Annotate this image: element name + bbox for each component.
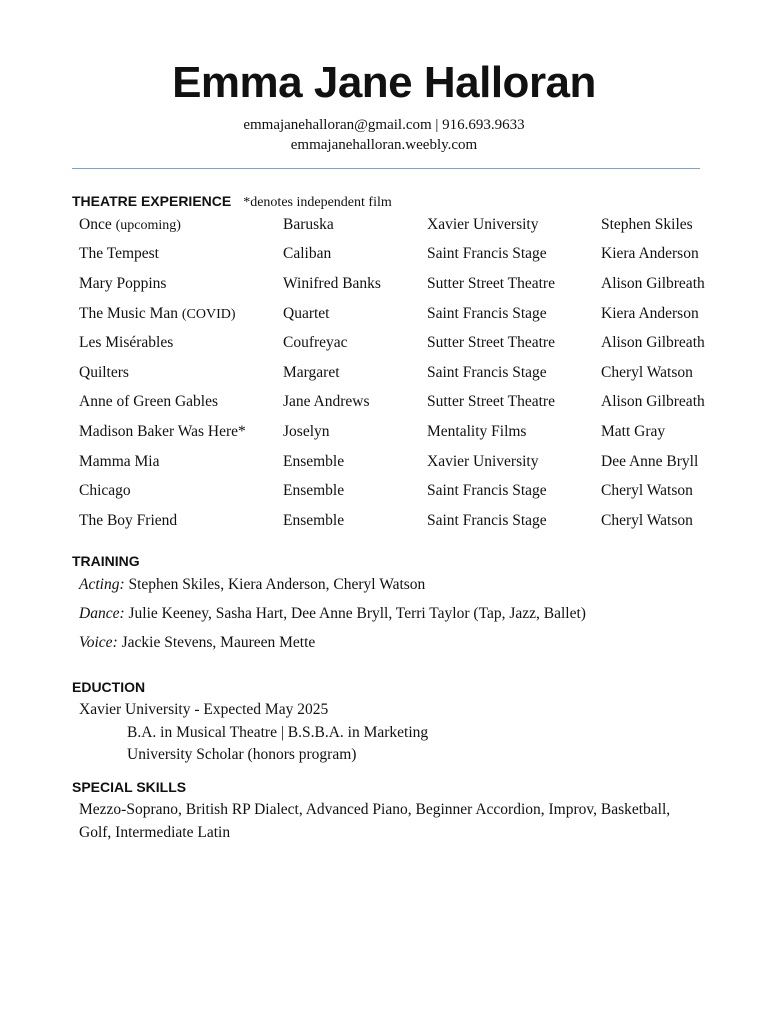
venue-cell: Xavier University — [427, 452, 539, 470]
experience-row — [79, 328, 711, 358]
education-school: Xavier University - Expected May 2025 — [79, 701, 329, 718]
venue-cell: Saint Francis Stage — [427, 363, 547, 381]
show-title: Mary Poppins — [79, 274, 167, 292]
experience-row — [79, 447, 711, 477]
skills-line-2: Golf, Intermediate Latin — [79, 824, 231, 841]
resume-name: Emma Jane Halloran — [172, 58, 596, 107]
show-note: (upcoming) — [115, 217, 181, 233]
show-title: Quilters — [79, 363, 129, 381]
independent-film-note: *denotes independent film — [243, 195, 392, 210]
role-cell: Jane Andrews — [283, 393, 370, 411]
director-cell: Cheryl Watson — [601, 482, 693, 500]
show-cell — [79, 269, 283, 299]
contact-line: emmajanehalloran@gmail.com | 916.693.9633 — [243, 117, 525, 133]
role-cell: Ensemble — [283, 452, 345, 470]
voice-teachers: Jackie Stevens, Maureen Mette — [121, 634, 316, 651]
training-heading: TRAINING — [72, 553, 140, 569]
show-title: The Music Man — [79, 304, 179, 322]
experience-row — [79, 476, 711, 506]
show-title: Les Misérables — [79, 334, 174, 352]
role-cell: Ensemble — [283, 511, 345, 529]
venue-cell: Xavier University — [427, 215, 539, 233]
show-cell — [79, 358, 283, 388]
show-cell — [79, 506, 283, 536]
experience-row — [79, 506, 711, 536]
education-degree: B.A. in Musical Theatre | B.S.B.A. in Marketing — [127, 724, 429, 741]
header-divider — [72, 168, 700, 169]
voice-label: Voice: — [79, 634, 118, 651]
acting-teachers: Stephen Skiles, Kiera Anderson, Cheryl Watson — [128, 576, 426, 593]
role-cell: Ensemble — [283, 482, 345, 500]
role-cell: Coufreyac — [283, 334, 348, 352]
experience-row — [79, 269, 711, 299]
venue-cell: Sutter Street Theatre — [427, 393, 555, 411]
show-title: Mamma Mia — [79, 452, 160, 470]
website-line: emmajanehalloran.weebly.com — [290, 137, 478, 153]
show-title: Madison Baker Was Here* — [79, 422, 246, 440]
theatre-heading — [72, 193, 392, 211]
experience-row — [79, 358, 711, 388]
venue-cell: Saint Francis Stage — [427, 304, 547, 322]
experience-row — [79, 210, 711, 240]
role-cell: Margaret — [283, 363, 340, 381]
skills-line-1: Mezzo-Soprano, British RP Dialect, Advanced Piano, Beginner Accordion, Improv, Basketball, — [79, 801, 671, 818]
director-cell: Cheryl Watson — [601, 363, 693, 381]
show-cell — [79, 328, 283, 358]
theatre-experience-table — [79, 210, 711, 536]
experience-row — [79, 299, 711, 329]
director-cell: Matt Gray — [601, 422, 666, 440]
training-voice — [79, 634, 315, 652]
show-cell — [79, 240, 283, 270]
show-title: The Tempest — [79, 245, 159, 263]
education-heading: EDUCTION — [72, 679, 146, 695]
director-cell: Alison Gilbreath — [601, 393, 705, 411]
show-cell — [79, 447, 283, 477]
show-title: Anne of Green Gables — [79, 393, 219, 411]
show-title: Once — [79, 215, 112, 233]
venue-cell: Mentality Films — [427, 422, 527, 440]
experience-row — [79, 417, 711, 447]
training-dance — [79, 605, 586, 623]
experience-row — [79, 240, 711, 270]
director-cell: Stephen Skiles — [601, 215, 693, 233]
show-cell — [79, 388, 283, 418]
role-cell: Joselyn — [283, 422, 330, 440]
role-cell: Winifred Banks — [283, 274, 381, 292]
show-cell — [79, 417, 283, 447]
director-cell: Alison Gilbreath — [601, 274, 705, 292]
director-cell: Kiera Anderson — [601, 304, 699, 322]
show-cell — [79, 299, 283, 329]
director-cell: Kiera Anderson — [601, 245, 699, 263]
contact-block — [0, 115, 768, 155]
role-cell: Quartet — [283, 304, 330, 322]
director-cell: Alison Gilbreath — [601, 334, 705, 352]
venue-cell: Sutter Street Theatre — [427, 334, 555, 352]
venue-cell: Sutter Street Theatre — [427, 274, 555, 292]
dance-teachers: Julie Keeney, Sasha Hart, Dee Anne Bryll, Terri Taylor (Tap, Jazz, Ballet) — [128, 605, 586, 622]
acting-label: Acting: — [79, 576, 125, 593]
experience-row — [79, 388, 711, 418]
skills-heading: SPECIAL SKILLS — [72, 779, 187, 795]
show-cell — [79, 210, 283, 240]
show-cell — [79, 476, 283, 506]
dance-label: Dance: — [79, 605, 125, 622]
venue-cell: Saint Francis Stage — [427, 511, 547, 529]
director-cell: Cheryl Watson — [601, 511, 693, 529]
education-honors: University Scholar (honors program) — [127, 746, 357, 763]
training-acting — [79, 576, 425, 594]
show-title: The Boy Friend — [79, 511, 178, 529]
theatre-heading-label: THEATRE EXPERIENCE — [72, 193, 232, 209]
show-note: (COVID) — [181, 306, 236, 322]
role-cell: Caliban — [283, 245, 332, 263]
theatre-experience-rows — [79, 210, 711, 536]
role-cell: Baruska — [283, 215, 334, 233]
venue-cell: Saint Francis Stage — [427, 245, 547, 263]
director-cell: Dee Anne Bryll — [601, 452, 699, 470]
venue-cell: Saint Francis Stage — [427, 482, 547, 500]
show-title: Chicago — [79, 482, 131, 500]
